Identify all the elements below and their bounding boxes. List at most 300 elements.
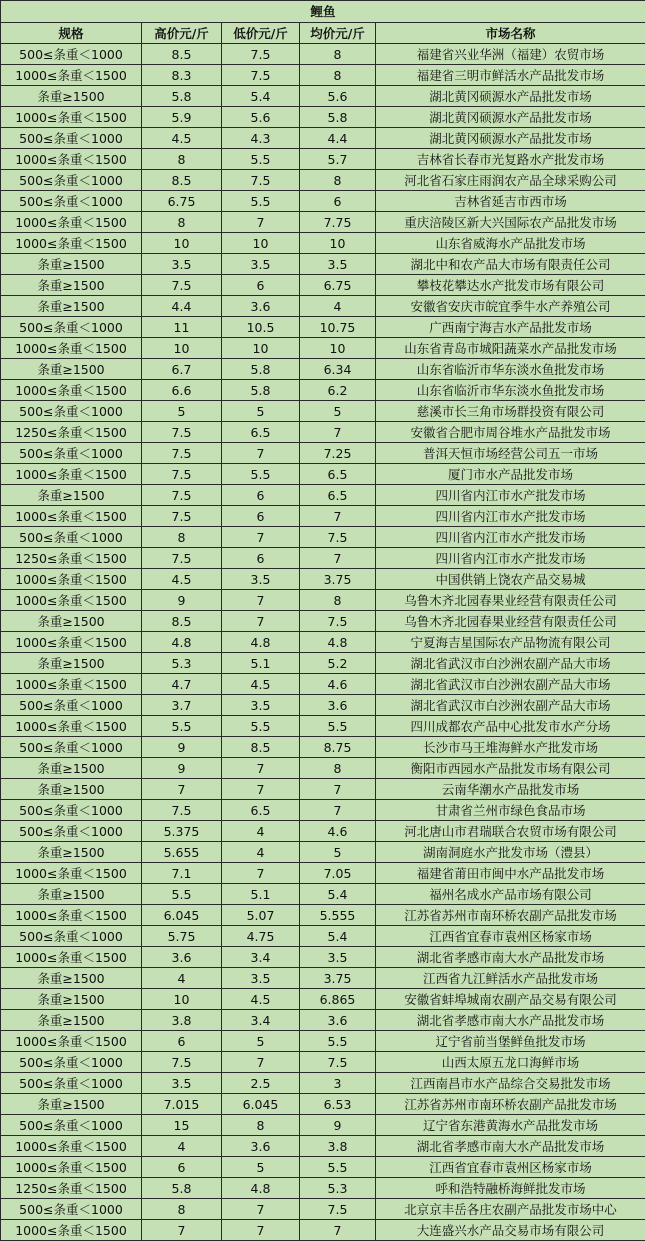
cell-high-price: 5.8 xyxy=(142,86,222,107)
column-header-low-price: 低价元/斤 xyxy=(222,23,300,44)
cell-avg-price: 6.34 xyxy=(300,359,376,380)
cell-low-price: 10 xyxy=(222,233,300,254)
cell-avg-price: 5.4 xyxy=(300,926,376,947)
cell-market: 辽宁省前当堡鲜鱼批发市场 xyxy=(376,1031,645,1052)
cell-avg-price: 5.4 xyxy=(300,884,376,905)
cell-market: 湖南洞庭水产批发市场（澧县） xyxy=(376,842,645,863)
table-row xyxy=(1,422,645,443)
cell-spec: 500≤条重＜1000 xyxy=(1,527,142,548)
cell-low-price: 7 xyxy=(222,443,300,464)
cell-market: 四川省内江市水产批发市场 xyxy=(376,485,645,506)
cell-high-price: 5 xyxy=(142,401,222,422)
cell-market: 长沙市马王堆海鲜水产批发市场 xyxy=(376,737,645,758)
table-row xyxy=(1,632,645,653)
cell-spec: 500≤条重＜1000 xyxy=(1,737,142,758)
cell-low-price: 4.75 xyxy=(222,926,300,947)
cell-market: 湖北省武汉市白沙洲农副产品大市场 xyxy=(376,695,645,716)
title-row xyxy=(1,1,645,23)
cell-avg-price: 3.6 xyxy=(300,695,376,716)
cell-spec: 1000≤条重＜1500 xyxy=(1,1157,142,1178)
cell-low-price: 10.5 xyxy=(222,317,300,338)
table-body xyxy=(1,44,645,1241)
cell-market: 广西南宁海吉水产品批发市场 xyxy=(376,317,645,338)
cell-market: 重庆涪陵区新大兴国际农产品批发市场 xyxy=(376,212,645,233)
cell-high-price: 8 xyxy=(142,212,222,233)
table-row xyxy=(1,1010,645,1031)
cell-high-price: 7.5 xyxy=(142,548,222,569)
cell-market: 湖北省孝感市南大水产品批发市场 xyxy=(376,1136,645,1157)
cell-high-price: 3.7 xyxy=(142,695,222,716)
cell-high-price: 6.7 xyxy=(142,359,222,380)
cell-avg-price: 3.75 xyxy=(300,569,376,590)
cell-avg-price: 7.25 xyxy=(300,443,376,464)
cell-spec: 1000≤条重＜1500 xyxy=(1,233,142,254)
cell-avg-price: 5.5 xyxy=(300,1031,376,1052)
cell-market: 江西省宜春市袁州区杨家市场 xyxy=(376,1157,645,1178)
cell-market: 湖北省武汉市白沙洲农副产品大市场 xyxy=(376,653,645,674)
cell-market: 四川成都农产品中心批发市水产分场 xyxy=(376,716,645,737)
cell-high-price: 7.5 xyxy=(142,485,222,506)
cell-low-price: 7.5 xyxy=(222,65,300,86)
cell-avg-price: 3.6 xyxy=(300,1010,376,1031)
cell-spec: 500≤条重＜1000 xyxy=(1,170,142,191)
cell-high-price: 5.655 xyxy=(142,842,222,863)
cell-low-price: 2.5 xyxy=(222,1073,300,1094)
cell-market: 北京京丰岳各庄农副产品批发市场中心 xyxy=(376,1199,645,1220)
cell-spec: 500≤条重＜1000 xyxy=(1,128,142,149)
cell-avg-price: 6.75 xyxy=(300,275,376,296)
cell-spec: 1000≤条重＜1500 xyxy=(1,1136,142,1157)
cell-high-price: 7.5 xyxy=(142,506,222,527)
cell-high-price: 5.5 xyxy=(142,716,222,737)
table-row xyxy=(1,296,645,317)
cell-avg-price: 6 xyxy=(300,191,376,212)
cell-spec: 条重≥1500 xyxy=(1,359,142,380)
table-row xyxy=(1,989,645,1010)
cell-high-price: 8 xyxy=(142,1199,222,1220)
cell-spec: 500≤条重＜1000 xyxy=(1,800,142,821)
cell-avg-price: 8 xyxy=(300,590,376,611)
cell-spec: 1000≤条重＜1500 xyxy=(1,632,142,653)
cell-low-price: 5.4 xyxy=(222,86,300,107)
cell-avg-price: 6.53 xyxy=(300,1094,376,1115)
cell-high-price: 6.6 xyxy=(142,380,222,401)
table-row xyxy=(1,653,645,674)
cell-spec: 1000≤条重＜1500 xyxy=(1,590,142,611)
cell-market: 四川省内江市水产批发市场 xyxy=(376,527,645,548)
cell-avg-price: 8.75 xyxy=(300,737,376,758)
cell-low-price: 5.5 xyxy=(222,716,300,737)
cell-low-price: 5.5 xyxy=(222,464,300,485)
cell-spec: 500≤条重＜1000 xyxy=(1,443,142,464)
cell-low-price: 5 xyxy=(222,1031,300,1052)
cell-spec: 500≤条重＜1000 xyxy=(1,821,142,842)
cell-low-price: 3.4 xyxy=(222,947,300,968)
cell-spec: 500≤条重＜1000 xyxy=(1,695,142,716)
cell-high-price: 7.5 xyxy=(142,1052,222,1073)
cell-spec: 1000≤条重＜1500 xyxy=(1,506,142,527)
cell-avg-price: 7.5 xyxy=(300,527,376,548)
cell-low-price: 5.1 xyxy=(222,884,300,905)
cell-spec: 条重≥1500 xyxy=(1,296,142,317)
cell-low-price: 5.5 xyxy=(222,191,300,212)
cell-market: 福建省兴业华洲（福建）农贸市场 xyxy=(376,44,645,65)
table-row xyxy=(1,968,645,989)
cell-avg-price: 10 xyxy=(300,233,376,254)
cell-spec: 1250≤条重＜1500 xyxy=(1,1178,142,1199)
cell-avg-price: 7.75 xyxy=(300,212,376,233)
cell-low-price: 3.5 xyxy=(222,254,300,275)
cell-avg-price: 3.75 xyxy=(300,968,376,989)
cell-avg-price: 7 xyxy=(300,506,376,527)
cell-high-price: 4 xyxy=(142,968,222,989)
cell-market: 吉林省延吉市西市场 xyxy=(376,191,645,212)
cell-high-price: 7.5 xyxy=(142,275,222,296)
cell-market: 河北唐山市君瑞联合农贸市场有限公司 xyxy=(376,821,645,842)
cell-spec: 500≤条重＜1000 xyxy=(1,401,142,422)
cell-market: 安徽省蚌埠城南农副产品交易有限公司 xyxy=(376,989,645,1010)
cell-spec: 500≤条重＜1000 xyxy=(1,191,142,212)
cell-low-price: 3.6 xyxy=(222,1136,300,1157)
cell-market: 湖北黄冈硕源水产品批发市场 xyxy=(376,128,645,149)
cell-spec: 条重≥1500 xyxy=(1,653,142,674)
cell-market: 吉林省长春市光复路水产批发市场 xyxy=(376,149,645,170)
column-header-high-price: 高价元/斤 xyxy=(142,23,222,44)
cell-high-price: 10 xyxy=(142,989,222,1010)
cell-low-price: 7 xyxy=(222,527,300,548)
cell-high-price: 8.5 xyxy=(142,170,222,191)
table-row xyxy=(1,107,645,128)
cell-spec: 条重≥1500 xyxy=(1,611,142,632)
cell-spec: 1000≤条重＜1500 xyxy=(1,212,142,233)
cell-spec: 条重≥1500 xyxy=(1,989,142,1010)
cell-low-price: 7 xyxy=(222,1199,300,1220)
cell-spec: 500≤条重＜1000 xyxy=(1,1115,142,1136)
cell-market: 安徽省合肥市周谷堆水产品批发市场 xyxy=(376,422,645,443)
table-row xyxy=(1,401,645,422)
table-row xyxy=(1,947,645,968)
cell-avg-price: 5 xyxy=(300,842,376,863)
cell-avg-price: 3.8 xyxy=(300,1136,376,1157)
table-row xyxy=(1,1115,645,1136)
table-row xyxy=(1,128,645,149)
table-row xyxy=(1,1157,645,1178)
cell-avg-price: 5.3 xyxy=(300,1178,376,1199)
cell-avg-price: 6.5 xyxy=(300,464,376,485)
cell-high-price: 8 xyxy=(142,149,222,170)
cell-market: 宁夏海吉星国际农产品物流有限公司 xyxy=(376,632,645,653)
table-row xyxy=(1,1094,645,1115)
cell-high-price: 8.3 xyxy=(142,65,222,86)
cell-spec: 条重≥1500 xyxy=(1,275,142,296)
table-row xyxy=(1,800,645,821)
cell-avg-price: 6.5 xyxy=(300,485,376,506)
cell-market: 福州名成水产品市场有限公司 xyxy=(376,884,645,905)
cell-market: 湖北省孝感市南大水产品批发市场 xyxy=(376,1010,645,1031)
table-row xyxy=(1,506,645,527)
cell-high-price: 7 xyxy=(142,1220,222,1241)
cell-avg-price: 5.7 xyxy=(300,149,376,170)
cell-avg-price: 5 xyxy=(300,401,376,422)
cell-high-price: 4.8 xyxy=(142,632,222,653)
cell-spec: 条重≥1500 xyxy=(1,254,142,275)
cell-spec: 1250≤条重＜1500 xyxy=(1,422,142,443)
cell-low-price: 3.4 xyxy=(222,1010,300,1031)
cell-spec: 条重≥1500 xyxy=(1,779,142,800)
cell-high-price: 11 xyxy=(142,317,222,338)
table-row xyxy=(1,275,645,296)
cell-market: 江苏省苏州市南环桥农副产品批发市场 xyxy=(376,1094,645,1115)
cell-high-price: 7.5 xyxy=(142,422,222,443)
cell-spec: 1000≤条重＜1500 xyxy=(1,65,142,86)
cell-market: 福建省莆田市闽中水产品批发市场 xyxy=(376,863,645,884)
cell-low-price: 7 xyxy=(222,212,300,233)
cell-market: 乌鲁木齐北园春果业经营有限责任公司 xyxy=(376,611,645,632)
cell-high-price: 4.4 xyxy=(142,296,222,317)
table-row xyxy=(1,443,645,464)
table-row xyxy=(1,1178,645,1199)
cell-avg-price: 6.865 xyxy=(300,989,376,1010)
cell-avg-price: 8 xyxy=(300,170,376,191)
cell-low-price: 7 xyxy=(222,1220,300,1241)
cell-spec: 条重≥1500 xyxy=(1,758,142,779)
table-row xyxy=(1,464,645,485)
cell-market: 江西南昌市水产品综合交易批发市场 xyxy=(376,1073,645,1094)
cell-low-price: 4.8 xyxy=(222,632,300,653)
cell-avg-price: 3.5 xyxy=(300,254,376,275)
table-row xyxy=(1,527,645,548)
table-row xyxy=(1,65,645,86)
cell-low-price: 7 xyxy=(222,758,300,779)
cell-spec: 条重≥1500 xyxy=(1,1010,142,1031)
cell-low-price: 6.045 xyxy=(222,1094,300,1115)
cell-high-price: 9 xyxy=(142,737,222,758)
cell-spec: 1000≤条重＜1500 xyxy=(1,338,142,359)
cell-low-price: 6 xyxy=(222,506,300,527)
cell-high-price: 5.375 xyxy=(142,821,222,842)
table-row xyxy=(1,758,645,779)
cell-avg-price: 3 xyxy=(300,1073,376,1094)
cell-avg-price: 8 xyxy=(300,758,376,779)
cell-high-price: 6 xyxy=(142,1031,222,1052)
cell-low-price: 7 xyxy=(222,611,300,632)
cell-high-price: 5.75 xyxy=(142,926,222,947)
cell-high-price: 15 xyxy=(142,1115,222,1136)
table-row xyxy=(1,695,645,716)
cell-market: 安徽省安庆市皖宜季牛水产养殖公司 xyxy=(376,296,645,317)
cell-avg-price: 7.5 xyxy=(300,1199,376,1220)
cell-avg-price: 7.05 xyxy=(300,863,376,884)
cell-spec: 1000≤条重＜1500 xyxy=(1,716,142,737)
cell-market: 山西太原五龙口海鲜市场 xyxy=(376,1052,645,1073)
cell-market: 江苏省苏州市南环桥农副产品批发市场 xyxy=(376,905,645,926)
cell-avg-price: 8 xyxy=(300,65,376,86)
cell-market: 湖北黄冈硕源水产品批发市场 xyxy=(376,86,645,107)
cell-low-price: 3.5 xyxy=(222,968,300,989)
table-title: 鲤鱼 xyxy=(1,1,645,23)
table-row xyxy=(1,884,645,905)
cell-spec: 1250≤条重＜1500 xyxy=(1,548,142,569)
table-row xyxy=(1,380,645,401)
cell-avg-price: 4 xyxy=(300,296,376,317)
cell-low-price: 7 xyxy=(222,590,300,611)
cell-market: 湖北中和农产品大市场有限责任公司 xyxy=(376,254,645,275)
cell-avg-price: 5.8 xyxy=(300,107,376,128)
cell-low-price: 3.6 xyxy=(222,296,300,317)
table-row xyxy=(1,926,645,947)
cell-avg-price: 8 xyxy=(300,44,376,65)
cell-market: 辽宁省东港黄海水产品批发市场 xyxy=(376,1115,645,1136)
cell-market: 江西省宜春市袁州区杨家市场 xyxy=(376,926,645,947)
cell-low-price: 6.5 xyxy=(222,422,300,443)
table-row xyxy=(1,611,645,632)
cell-spec: 条重≥1500 xyxy=(1,485,142,506)
cell-avg-price: 4.6 xyxy=(300,821,376,842)
cell-high-price: 6 xyxy=(142,1157,222,1178)
table-row xyxy=(1,1073,645,1094)
cell-spec: 1000≤条重＜1500 xyxy=(1,905,142,926)
cell-high-price: 10 xyxy=(142,233,222,254)
table-row xyxy=(1,212,645,233)
table-row xyxy=(1,863,645,884)
cell-avg-price: 4.8 xyxy=(300,632,376,653)
cell-spec: 条重≥1500 xyxy=(1,842,142,863)
cell-spec: 500≤条重＜1000 xyxy=(1,317,142,338)
cell-market: 慈溪市长三角市场群投资有限公司 xyxy=(376,401,645,422)
cell-avg-price: 10.75 xyxy=(300,317,376,338)
column-header-avg-price: 均价元/斤 xyxy=(300,23,376,44)
cell-high-price: 3.6 xyxy=(142,947,222,968)
cell-low-price: 6 xyxy=(222,275,300,296)
cell-spec: 1000≤条重＜1500 xyxy=(1,380,142,401)
cell-market: 山东省青岛市城阳蔬菜水产品批发市场 xyxy=(376,338,645,359)
cell-market: 福建省三明市鲜活水产品批发市场 xyxy=(376,65,645,86)
cell-spec: 1000≤条重＜1500 xyxy=(1,107,142,128)
table-row xyxy=(1,1199,645,1220)
cell-market: 呼和浩特融桥海鲜批发市场 xyxy=(376,1178,645,1199)
cell-high-price: 9 xyxy=(142,590,222,611)
cell-high-price: 5.8 xyxy=(142,1178,222,1199)
cell-spec: 1000≤条重＜1500 xyxy=(1,947,142,968)
table-row xyxy=(1,86,645,107)
header-row xyxy=(1,23,645,44)
cell-low-price: 4 xyxy=(222,842,300,863)
table-row xyxy=(1,338,645,359)
table-row xyxy=(1,1031,645,1052)
cell-avg-price: 7 xyxy=(300,422,376,443)
cell-market: 山东省临沂市华东淡水鱼批发市场 xyxy=(376,380,645,401)
cell-high-price: 10 xyxy=(142,338,222,359)
cell-low-price: 6 xyxy=(222,485,300,506)
cell-low-price: 6.5 xyxy=(222,800,300,821)
table-row xyxy=(1,1220,645,1241)
cell-low-price: 4.5 xyxy=(222,674,300,695)
cell-high-price: 6.045 xyxy=(142,905,222,926)
cell-low-price: 4.5 xyxy=(222,989,300,1010)
cell-spec: 1000≤条重＜1500 xyxy=(1,1220,142,1241)
table-row xyxy=(1,149,645,170)
table-row xyxy=(1,590,645,611)
cell-high-price: 8.5 xyxy=(142,44,222,65)
cell-spec: 1000≤条重＜1500 xyxy=(1,569,142,590)
cell-market: 衡阳市西园水产品批发市场有限公司 xyxy=(376,758,645,779)
cell-spec: 500≤条重＜1000 xyxy=(1,1052,142,1073)
cell-low-price: 7.5 xyxy=(222,44,300,65)
cell-low-price: 5.8 xyxy=(222,380,300,401)
cell-spec: 500≤条重＜1000 xyxy=(1,926,142,947)
cell-avg-price: 10 xyxy=(300,338,376,359)
table-row xyxy=(1,548,645,569)
table-row xyxy=(1,674,645,695)
cell-high-price: 3.5 xyxy=(142,254,222,275)
cell-avg-price: 4.6 xyxy=(300,674,376,695)
table-row xyxy=(1,44,645,65)
cell-high-price: 7.5 xyxy=(142,443,222,464)
cell-high-price: 4.5 xyxy=(142,569,222,590)
column-header-market: 市场名称 xyxy=(376,23,645,44)
table-row xyxy=(1,779,645,800)
cell-avg-price: 3.5 xyxy=(300,947,376,968)
cell-high-price: 4.5 xyxy=(142,128,222,149)
cell-low-price: 6 xyxy=(222,548,300,569)
table-row xyxy=(1,737,645,758)
cell-market: 湖北省武汉市白沙洲农副产品大市场 xyxy=(376,674,645,695)
cell-spec: 1000≤条重＜1500 xyxy=(1,674,142,695)
cell-spec: 条重≥1500 xyxy=(1,86,142,107)
cell-spec: 1000≤条重＜1500 xyxy=(1,1031,142,1052)
table-row xyxy=(1,317,645,338)
cell-low-price: 5 xyxy=(222,1157,300,1178)
cell-avg-price: 4.4 xyxy=(300,128,376,149)
cell-avg-price: 7.5 xyxy=(300,611,376,632)
cell-high-price: 7 xyxy=(142,779,222,800)
cell-spec: 1000≤条重＜1500 xyxy=(1,149,142,170)
table-row xyxy=(1,254,645,275)
cell-low-price: 5.6 xyxy=(222,107,300,128)
cell-market: 山东省威海水产品批发市场 xyxy=(376,233,645,254)
cell-market: 攀枝花攀达水产批发市场有限公司 xyxy=(376,275,645,296)
table-row xyxy=(1,485,645,506)
cell-low-price: 4 xyxy=(222,821,300,842)
cell-market: 河北省石家庄雨润农产品全球采购公司 xyxy=(376,170,645,191)
table-row xyxy=(1,191,645,212)
cell-low-price: 5.07 xyxy=(222,905,300,926)
cell-low-price: 3.5 xyxy=(222,695,300,716)
cell-market: 四川省内江市水产批发市场 xyxy=(376,548,645,569)
cell-low-price: 5.5 xyxy=(222,149,300,170)
table-row xyxy=(1,1052,645,1073)
cell-spec: 500≤条重＜1000 xyxy=(1,44,142,65)
cell-avg-price: 5.555 xyxy=(300,905,376,926)
cell-high-price: 7.015 xyxy=(142,1094,222,1115)
cell-spec: 1000≤条重＜1500 xyxy=(1,863,142,884)
cell-avg-price: 5.5 xyxy=(300,1157,376,1178)
cell-high-price: 5.5 xyxy=(142,884,222,905)
table-row xyxy=(1,233,645,254)
table-row xyxy=(1,821,645,842)
cell-high-price: 8.5 xyxy=(142,611,222,632)
cell-low-price: 5 xyxy=(222,401,300,422)
cell-high-price: 8 xyxy=(142,527,222,548)
table-row xyxy=(1,569,645,590)
cell-spec: 1000≤条重＜1500 xyxy=(1,464,142,485)
cell-avg-price: 5.5 xyxy=(300,716,376,737)
cell-avg-price: 7 xyxy=(300,800,376,821)
cell-spec: 条重≥1500 xyxy=(1,1094,142,1115)
cell-avg-price: 7 xyxy=(300,548,376,569)
cell-spec: 条重≥1500 xyxy=(1,968,142,989)
cell-low-price: 7 xyxy=(222,1052,300,1073)
